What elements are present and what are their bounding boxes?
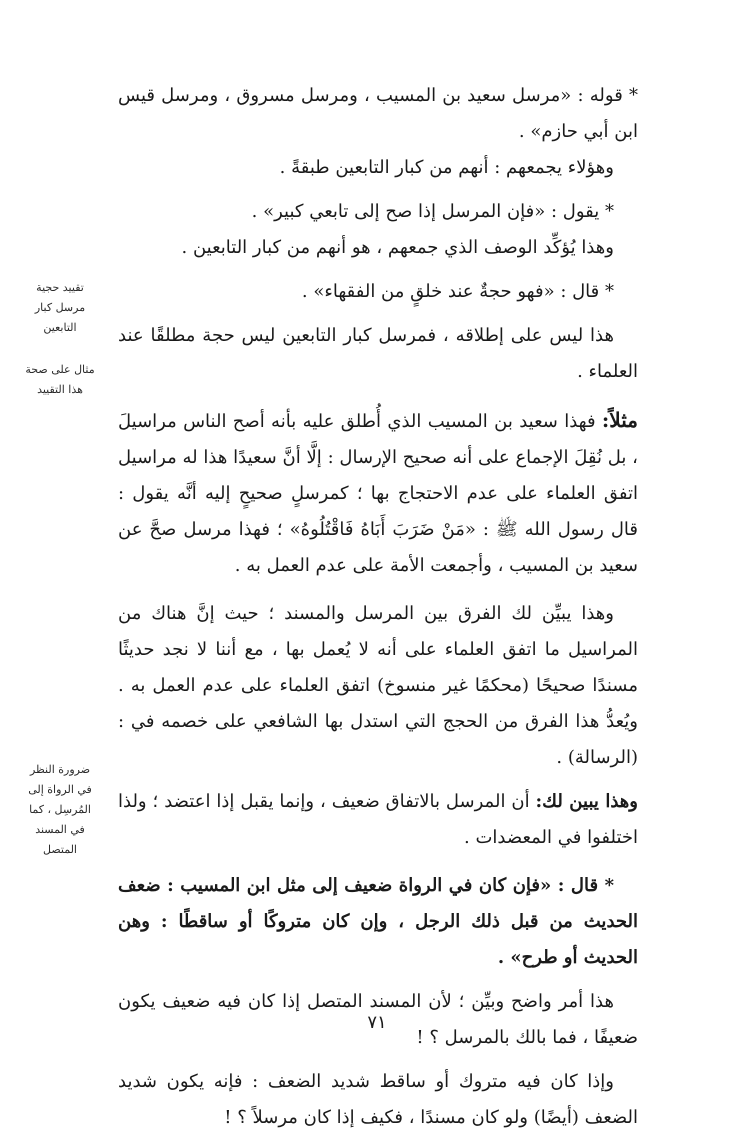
- paragraph-clarification: [118, 784, 638, 856]
- paragraph-comment-5: وإذا كان فيه متروك أو ساقط شديد الضعف : فإنه يكون شديد الضعف (أيضًا) ولو كان مسندًا ، فكيف إذا كان مرسلاً ؟ !: [118, 1071, 638, 1128]
- paragraph-quote-4: * قال : «فإن كان في الرواة ضعيف إلى مثل ابن المسيب : ضعف الحديث من قبل ذلك الرجل ، وإن كان متروكًا أو ساقطًا : وهن الحديث أو طرح» .: [118, 875, 638, 968]
- paragraph-example: [118, 402, 638, 584]
- paragraph-comment-1: وهؤلاء يجمعهم : أنهم من كبار التابعين طبقةً .: [279, 157, 614, 178]
- paragraph-comment-4: هذا أمر واضح وبيِّن ؛ لأن المسند المتصل إذا كان فيه ضعيف يكون ضعيفًا ، فما بالك بالمرسل ؟ !: [118, 991, 638, 1048]
- margin-note-example: مثال على صحة هذا التقييد: [25, 363, 95, 396]
- paragraph-comment-3: هذا ليس على إطلاقه ، فمرسل كبار التابعين ليس حجة مطلقًا عند العلماء .: [118, 325, 638, 382]
- margin-note-restriction: تقييد حجية مرسل كبار التابعين: [34, 281, 86, 334]
- main-text: [118, 78, 638, 1136]
- clarification-lead: وهذا يبين لك:: [535, 791, 638, 812]
- paragraph-quote-2: * يقول : «فإن المرسل إذا صح إلى تابعي كبير» .: [251, 201, 614, 222]
- example-lead: مثلاً:: [601, 408, 638, 432]
- paragraph-difference: وهذا يبيِّن لك الفرق بين المرسل والمسند ؛ حيث إنَّ هناك من المراسيل ما اتفق العلماء على أنه لا يُعمل بها ، مع أننا لا نجد حديثًا مسندًا صحيحًا (محكمًا غير منسوخ) اتفق العلماء على عدم العمل به . ويُعدُّ هذا الفرق من الحجج التي استدل بها الشافعي على خصمه في : (الرسالة) .: [118, 603, 638, 768]
- margin-note-narrators: ضرورة النظر في الرواة إلى المُرسِل ، كما في المسند المتصل: [28, 763, 92, 856]
- paragraph-quote-1: * قوله : «مرسل سعيد بن المسيب ، ومرسل مسروق ، ومرسل قيس ابن أبي حازم» .: [118, 85, 638, 142]
- paragraph-comment-2: وهذا يُؤكِّد الوصف الذي جمعهم ، هو أنهم من كبار التابعين .: [181, 237, 614, 258]
- paragraph-quote-3: * قال : «فهو حجةٌ عند خلقٍ من الفقهاء» .: [301, 281, 614, 302]
- clarification-text: أن المرسل بالاتفاق ضعيف ، وإنما يقبل إذا اعتضد ؛ ولذا اختلفوا في المعضدات .: [118, 791, 638, 848]
- example-text: فهذا سعيد بن المسيب الذي أُطلق عليه بأنه أصح الناس مراسيلَ ، بل نُقِلَ الإجماع على أنه صحيح الإرسال : إلَّا أنَّ سعيدًا هذا له مراسيل اتفق العلماء على عدم الاحتجاج بها ؛ كمرسلٍ صحيحٍ إليه أنَّه يقول : قال رسول الله ﷺ : «مَنْ ضَرَبَ أَبَاهُ فَاقْتُلُوهُ» ؛ فهذا مرسل صحَّ عن سعيد بن المسيب ، وأجمعت الأمة على عدم العمل به .: [118, 411, 638, 576]
- page-number: ٧١: [367, 1012, 387, 1033]
